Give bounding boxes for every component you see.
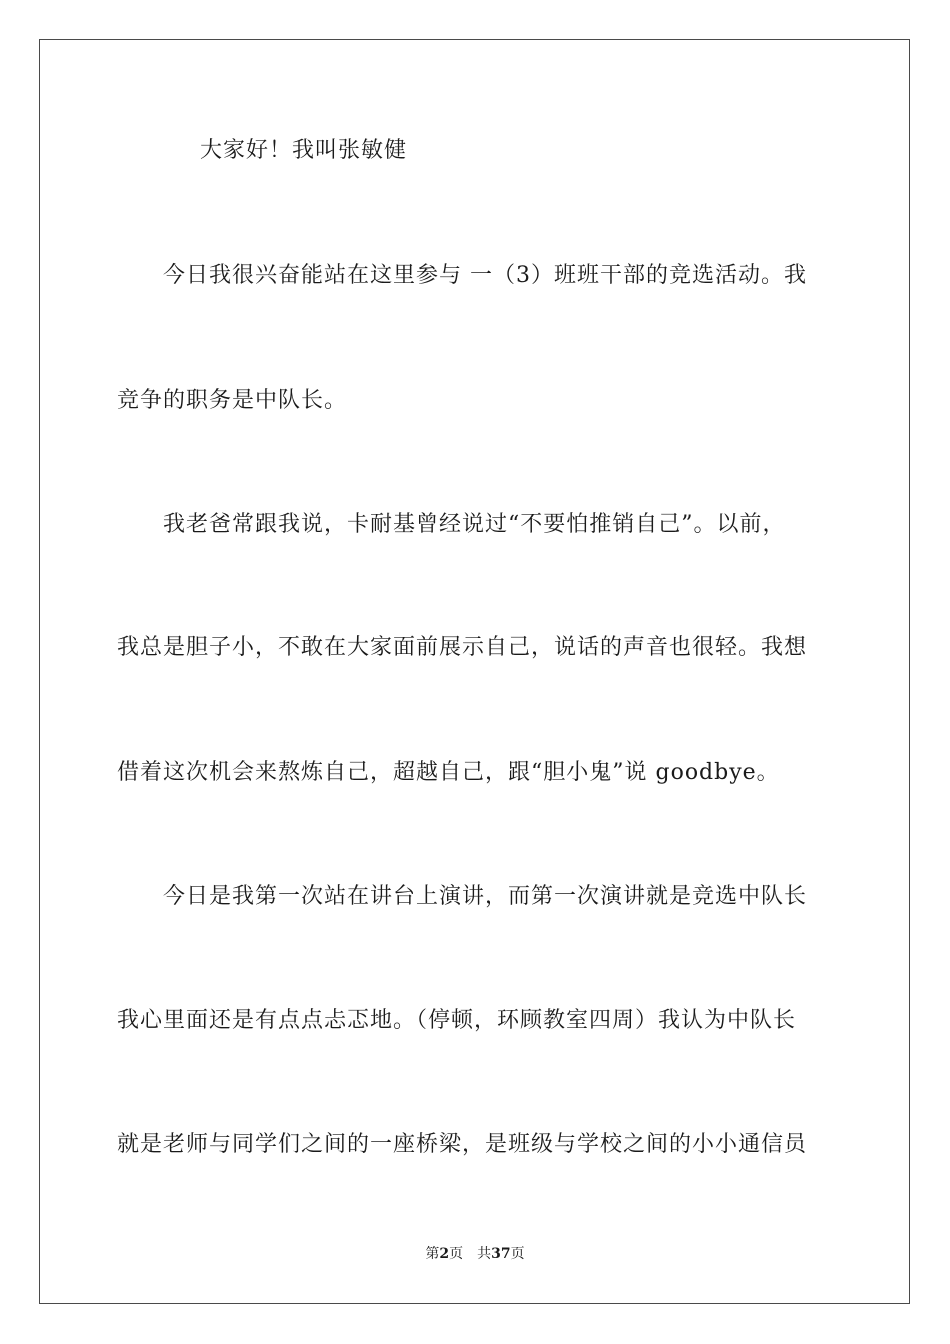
paragraph-line: 就是老师与同学们之间的一座桥梁，是班级与学校之间的小小通信员 <box>117 1132 808 1157</box>
paragraph-line-greeting: 大家好！我叫张敏健 <box>200 138 408 163</box>
paragraph-line: 借着这次机会来熬炼自己，超越自己，跟“胆小鬼”说 goodbye。 <box>117 760 780 785</box>
footer-page-prefix: 第 <box>425 1246 440 1262</box>
footer-total-pages: 37 <box>491 1246 511 1262</box>
footer-total-prefix: 共 <box>477 1246 492 1262</box>
paragraph-line: 我心里面还是有点点忐忑地。（停顿，环顾教室四周）我认为中队长 <box>117 1008 797 1033</box>
paragraph-line: 今日我很兴奋能站在这里参与 一（3）班班干部的竞选活动。我 <box>163 263 807 288</box>
paragraph-line: 我总是胆子小，不敢在大家面前展示自己，说话的声音也很轻。我想 <box>117 635 808 660</box>
footer-total-suffix: 页 <box>510 1246 525 1262</box>
footer-page-suffix: 页 <box>449 1246 464 1262</box>
page-footer <box>0 1245 950 1263</box>
page-border <box>39 39 910 1304</box>
paragraph-line: 竞争的职务是中队长。 <box>117 388 348 413</box>
footer-page-number: 2 <box>439 1246 450 1262</box>
paragraph-line: 我老爸常跟我说，卡耐基曾经说过“不要怕推销自己”。以前， <box>163 512 786 537</box>
paragraph-line: 今日是我第一次站在讲台上演讲，而第一次演讲就是竞选中队长 <box>163 884 808 909</box>
